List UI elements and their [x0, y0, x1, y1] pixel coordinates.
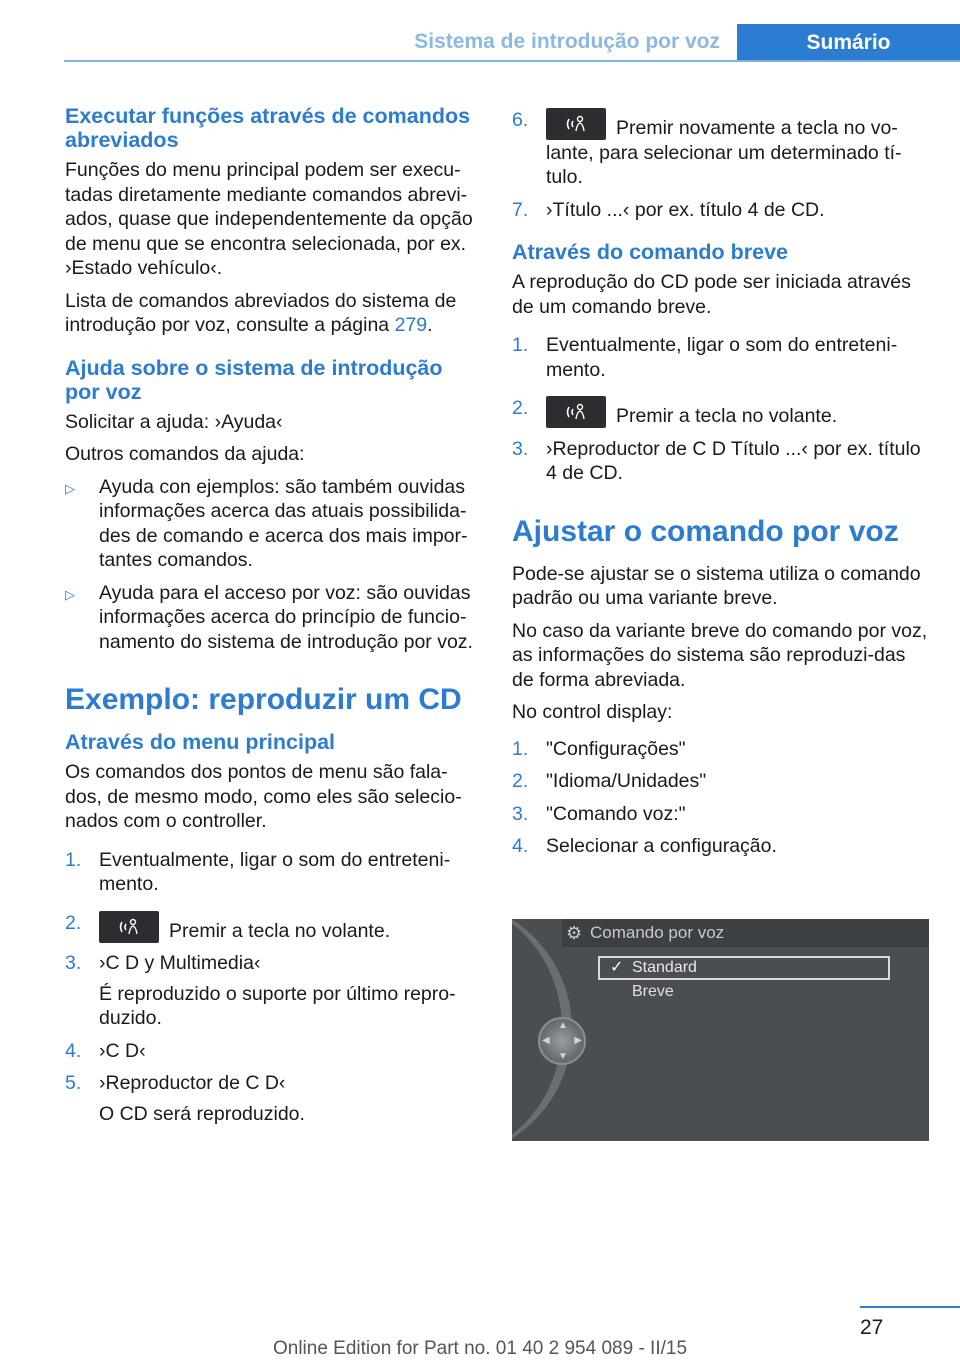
option-standard — [598, 956, 890, 980]
step-text: ›Título ...‹ por ex. título 4 de CD. — [546, 198, 825, 221]
list-item — [512, 333, 932, 382]
heading-abbreviated-commands: Executar funções através de comandos abreviados — [65, 104, 471, 152]
step-text: Eventualmente, ligar o som do entreteni‐mento. — [546, 334, 898, 381]
tab-summary[interactable]: Sumário — [737, 24, 960, 62]
step-number: 3. — [65, 952, 82, 974]
step-text: "Configurações" — [546, 737, 686, 760]
heading-main-menu: Através do menu principal — [65, 730, 336, 754]
paragraph: Os comandos dos pontos de menu são fala‐dos, de mesmo modo, como eles são selecio‐nados com o controller. — [65, 761, 462, 832]
checkmark-icon: ✓ — [610, 959, 624, 976]
controller-icon: ▲ ▼ ◀ ▶ — [538, 1017, 586, 1065]
display-title-bar — [562, 919, 929, 947]
list-item — [512, 437, 932, 486]
step-number: 6. — [512, 109, 529, 131]
step-text: "Comando voz:" — [546, 802, 686, 825]
step-text: Eventualmente, ligar o som do entreteni‐mento. — [99, 848, 451, 895]
step-number: 1. — [512, 334, 529, 356]
header-divider — [64, 60, 960, 62]
list-item — [512, 802, 932, 827]
step-text: Premir novamente a tecla no vo‐lante, para selecionar um determinado tí‐tulo. — [546, 117, 902, 188]
step-text: "Idioma/Unidades" — [546, 770, 707, 792]
step-number: 2. — [65, 911, 82, 934]
step-number: 4. — [65, 1039, 82, 1062]
heading-help: Ajuda sobre o sistema de introdução por voz — [65, 355, 443, 404]
heading-adjust: Ajustar o comando por voz — [512, 514, 899, 548]
list-item — [65, 1039, 483, 1064]
footer-edition: Online Edition for Part no. 01 40 2 954 089 - II/15 — [272, 1338, 688, 1359]
list-item — [65, 581, 483, 655]
list-item — [65, 475, 483, 573]
step-number: 3. — [512, 802, 529, 825]
list-item-text: Ayuda con ejemplos: são também ouvidas informações acerca das atuais possibilida‐des de comando e acerca dos mais impor‐tantes comandos. — [99, 475, 468, 571]
list-item — [512, 108, 932, 190]
paragraph: Solicitar a ajuda: ›Ayuda‹ — [65, 410, 283, 433]
paragraph — [65, 289, 483, 338]
step-text: Selecionar a configuração. — [546, 835, 777, 857]
paragraph: No control display: — [512, 701, 673, 723]
step-text: Premir a tecla no volante. — [169, 919, 391, 942]
list-item — [65, 848, 483, 897]
list-item — [65, 951, 483, 1031]
heading-example: Exemplo: reproduzir um CD — [65, 683, 462, 716]
list-item — [65, 1071, 483, 1126]
step-text: ›Reproductor de C D Título ...‹ por ex. título 4 de CD. — [546, 437, 921, 484]
paragraph: A reprodução do CD pode ser iniciada através de um comando breve. — [512, 271, 911, 318]
step-text: ›Reproductor de C D‹ — [99, 1072, 286, 1094]
list-item — [65, 911, 483, 944]
option-breve: Breve — [632, 983, 674, 1000]
voice-button-icon — [99, 911, 159, 943]
heading-short-command: Através do comando breve — [512, 240, 789, 264]
step-number: 2. — [512, 770, 529, 792]
left-column — [65, 104, 483, 1134]
step-text: ›C D y Multimedia‹ — [99, 952, 261, 974]
step-text: ›C D‹ — [99, 1039, 146, 1062]
page-number-divider — [860, 1306, 960, 1308]
step-note: O CD será reproduzido. — [99, 1102, 305, 1125]
header-section-title: Sistema de introdução por voz — [414, 30, 720, 53]
voice-button-icon — [546, 396, 606, 428]
display-title: Comando por voz — [590, 923, 725, 942]
step-number: 2. — [512, 397, 529, 419]
step-number: 5. — [65, 1072, 82, 1094]
control-display-screenshot — [512, 919, 929, 1141]
paragraph: Funções do menu principal podem ser execu‐tadas diretamente mediante comandos abrevi‐ados, quase que independentemente da opção de menu que se encontra selecionada, por ex. ›Estado vehículo‹. — [65, 159, 473, 279]
page-number: 27 — [860, 1316, 884, 1339]
step-number: 4. — [512, 835, 529, 857]
paragraph-text: Lista de comandos abreviados do sistema de introdução por voz, consulte a página — [65, 289, 457, 336]
list-item — [512, 396, 932, 429]
paragraph: Outros comandos da ajuda: — [65, 443, 305, 465]
paragraph-text: . — [427, 314, 433, 336]
page-link[interactable]: 279 — [394, 314, 428, 336]
step-note: É reproduzido o suporte por último repro‐duzido. — [99, 982, 456, 1029]
paragraph: Pode-se ajustar se o sistema utiliza o comando padrão ou uma variante breve. — [512, 562, 921, 609]
step-text: Premir a tecla no volante. — [616, 405, 838, 427]
list-item — [512, 198, 932, 223]
list-item — [512, 834, 932, 859]
triangle-bullet-icon: ▷ — [65, 586, 75, 602]
step-number: 7. — [512, 198, 529, 221]
voice-button-icon — [546, 108, 606, 140]
option-label: Standard — [632, 959, 697, 976]
list-item — [512, 737, 932, 762]
paragraph: No caso da variante breve do comando por voz, as informações do sistema são reproduzi‐das de forma abreviada. — [512, 619, 928, 691]
list-item — [512, 769, 932, 794]
step-number: 1. — [512, 737, 529, 760]
triangle-bullet-icon: ▷ — [65, 480, 75, 496]
list-item-text: Ayuda para el acceso por voz: são ouvidas informações acerca do princípio de funcio‐namento do sistema de introdução por voz. — [99, 581, 473, 653]
gear-icon: ⚙ — [566, 923, 583, 943]
right-column — [512, 108, 932, 867]
step-number: 1. — [65, 848, 82, 871]
step-number: 3. — [512, 437, 529, 460]
